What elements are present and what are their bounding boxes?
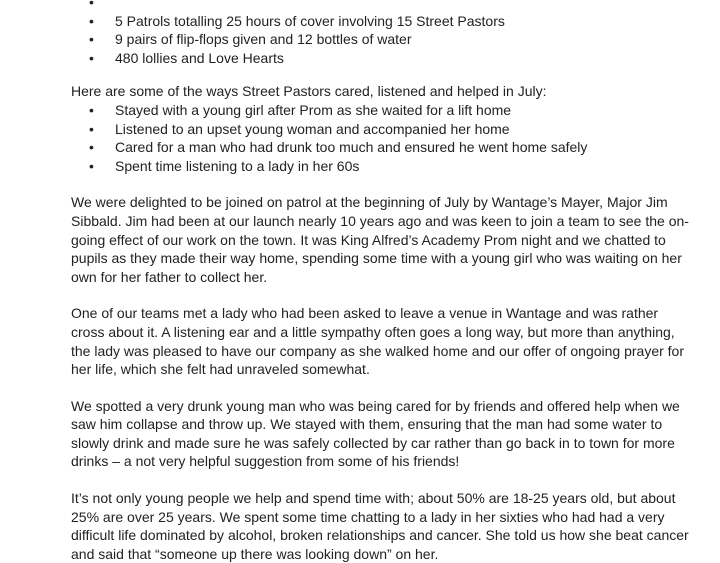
patrol-stats-list [71,0,691,67]
list-item: • 5 Patrols totalling 25 hours of cover involving 15 Street Pastors [71,12,691,31]
list-item [71,0,691,12]
list-item: • 9 pairs of flip-flops given and 12 bottles of water [71,30,691,49]
paragraph-lady-venue: One of our teams met a lady who had been asked to leave a venue in Wantage and was rather cross about it. A listening ear and a little sympathy often goes a long way, but more than anything, the lady was pleased to have our company as she walked home and our offer of ongoing prayer for her life, which she felt had unraveled somewhat. [71,305,685,378]
list-item: • Cared for a man who had drunk too much and ensured he went home safely [71,138,691,157]
care-intro: Here are some of the ways Street Pastors cared, listened and helped in July: [71,83,547,100]
paragraph-age-groups: It’s not only young people we help and spend time with; about 50% are 18-25 years old, but about 25% are over 25 years. We spent some time chatting to a lady in her sixties who had had a very difficult life dominated by alcohol, broken relationships and cancer. She told us how she beat cancer and said that “someone up there was looking down” on her. [71,490,689,562]
paragraph-drunk-man: We spotted a very drunk young man who was being cared for by friends and offered help when we saw him collapse and throw up. We stayed with them, ensuring that the man had some water to slowly drink and made sure he was safely collected by car rather than go back in to town for more drinks – a not very helpful suggestion from some of his friends! [71,397,680,470]
list-item: • Spent time listening to a lady in her 60s [71,157,691,176]
care-list [71,101,691,175]
list-item: • Listened to an upset young woman and accompanied her home [71,120,691,139]
list-item: • 480 lollies and Love Hearts [71,49,691,68]
document-page [71,2,691,563]
paragraph-mayor-patrol: We were delighted to be joined on patrol at the beginning of July by Wantage’s Mayer, Major Jim Sibbald. Jim had been at our launch nearly 10 years ago and was keen to join a team to see the on-going effect of our work on the town. It was King Alfred’s Academy Prom night and we chatted to pupils as they made their way home, spending some time with a young girl who was waiting on her own for her father to collect her. [71,194,689,285]
list-item: • Stayed with a young girl after Prom as she waited for a lift home [71,101,691,120]
